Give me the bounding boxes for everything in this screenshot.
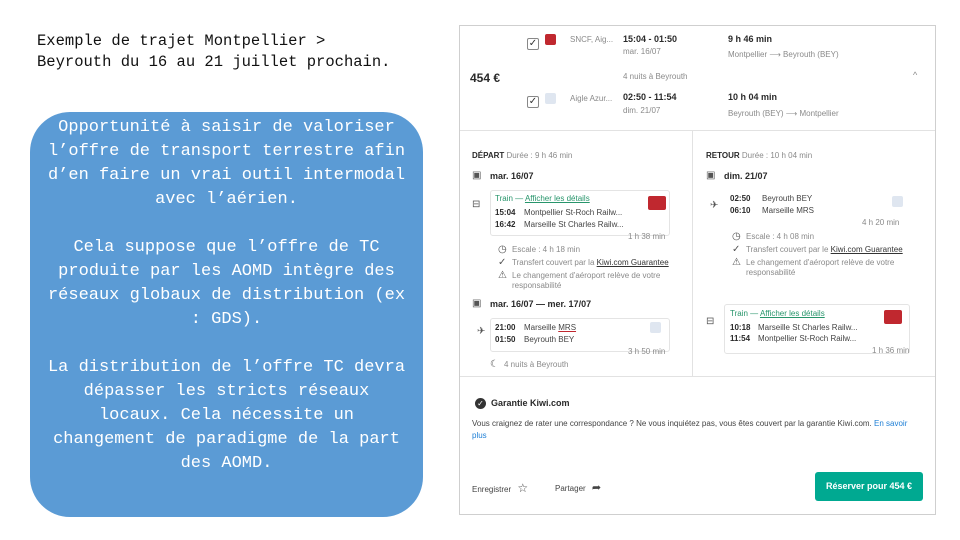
collapse-chevron-icon[interactable]: ^	[913, 70, 918, 80]
outbound-times: 15:04 - 01:50	[623, 34, 678, 44]
column-divider	[692, 130, 693, 376]
depart-date: mar. 16/07	[490, 171, 534, 181]
paragraph-offer: Cela suppose que l’offre de TC produite par les AOMD intègre des réseaux globaux de distribution (ex : GDS).	[47, 238, 406, 329]
calendar-icon: ▣	[472, 170, 482, 181]
depart-train-time2: 16:42	[495, 220, 516, 229]
outbound-carrier: SNCF, Aig...	[570, 35, 614, 44]
sncf-logo-icon	[884, 310, 902, 324]
warning-icon: ⚠	[732, 257, 741, 268]
kiwi-guarantee-icon: ✓	[475, 398, 486, 409]
outbound-route: Montpellier ⟶ Beyrouth (BEY)	[728, 50, 839, 59]
retour-change-note: Le changement d'aéroport relève de votre responsabilité	[746, 258, 895, 277]
return-duration: 10 h 04 min	[728, 92, 778, 102]
return-date: dim. 21/07	[623, 106, 661, 115]
depart-train-time1: 15:04	[495, 208, 516, 217]
retour-flight-place1: Beyrouth BEY	[762, 194, 813, 203]
depart-train-place2: Marseille St Charles Railw...	[524, 220, 624, 229]
paragraph-opportunity: Opportunité à saisir de valoriser l’offre de transport terrestre afin d’en faire un vrai outil intermodal avec l’aérien.	[47, 118, 406, 209]
retour-flight-place2: Marseille MRS	[762, 206, 815, 215]
retour-train-place1: Marseille St Charles Railw...	[758, 323, 858, 332]
depart-flight-place1: Marseille MRS	[524, 323, 577, 332]
guarantee-divider	[460, 376, 936, 377]
plane-icon: ✈	[477, 326, 486, 337]
learn-more-link[interactable]: En savoir plus	[472, 419, 908, 440]
depart-nights: 4 nuits à Beyrouth	[504, 360, 569, 369]
retour-details-link[interactable]: Afficher les détails	[759, 309, 825, 318]
outbound-date: mar. 16/07	[623, 47, 661, 56]
depart-change-note: Le changement d'aéroport relève de votre responsabilité	[512, 271, 661, 290]
retour-flight-duration: 4 h 20 min	[862, 218, 900, 227]
share-button[interactable]: Partager ➦	[555, 482, 602, 494]
retour-train-time1: 10:18	[730, 323, 751, 332]
guarantee-text: Vous craignez de rater une correspondance ? Ne vous inquiétez pas, vous êtes couvert par la garantie Kiwi.com. En savoir plus	[472, 419, 908, 440]
moon-icon: ☾	[490, 359, 499, 370]
depart-train-place1: Montpellier St-Roch Railw...	[524, 208, 623, 217]
depart-flight-place2: Beyrouth BEY	[524, 335, 575, 344]
check-icon: ✓	[498, 257, 507, 268]
train-icon: ⊟	[472, 199, 481, 210]
depart-details-link[interactable]: Afficher les détails	[524, 194, 590, 203]
check-icon: ✓	[732, 244, 741, 255]
retour-train-place2: Montpellier St-Roch Railw...	[758, 334, 857, 343]
retour-flight-time1: 02:50	[730, 194, 751, 203]
checkbox-outbound[interactable]: ✓	[528, 38, 538, 49]
retour-train-label: Train — Afficher les détails	[730, 309, 825, 318]
clock-icon: ◷	[732, 231, 741, 242]
slide-intro-text: Exemple de trajet Montpellier > Beyrouth du 16 au 21 juillet prochain.	[37, 32, 391, 71]
depart-flight-time2: 01:50	[495, 335, 516, 344]
depart-header: DÉPART Durée : 9 h 46 min	[472, 151, 573, 160]
star-icon: ☆	[517, 481, 529, 495]
airport-code-mrs[interactable]: MRS	[558, 323, 577, 332]
stay-duration: 4 nuits à Beyrouth	[623, 72, 688, 81]
checkbox-return[interactable]: ✓	[528, 96, 538, 107]
outbound-duration: 9 h 46 min	[728, 34, 773, 44]
save-button[interactable]: Enregistrer ☆	[472, 481, 529, 495]
retour-header: RETOUR Durée : 10 h 04 min	[706, 151, 813, 160]
depart-guarantee-link[interactable]: Kiwi.com Guarantee	[596, 258, 669, 267]
depart-date-range: mar. 16/07 — mer. 17/07	[490, 299, 592, 309]
reserve-button[interactable]: Réserver pour 454 €	[815, 472, 923, 501]
aigle-azur-logo-icon	[545, 93, 556, 104]
paragraph-distribution: La distribution de l’offre TC devra dépasser les stricts réseaux locaux. Cela nécessite un changement de paradigme de la part des AOMD.	[47, 358, 406, 473]
aigle-azur-logo-icon	[650, 322, 661, 333]
depart-train-duration: 1 h 38 min	[628, 232, 666, 241]
share-arrow-icon: ➦	[591, 482, 602, 494]
retour-guarantee-link[interactable]: Kiwi.com Guarantee	[830, 245, 903, 254]
sncf-logo-icon	[545, 34, 556, 45]
sncf-logo-icon	[648, 196, 666, 210]
guarantee-title: Garantie Kiwi.com	[491, 398, 570, 408]
summary-divider	[460, 130, 936, 131]
calendar-icon: ▣	[706, 170, 716, 181]
train-icon: ⊟	[706, 316, 715, 327]
aigle-azur-logo-icon	[892, 196, 903, 207]
return-route: Beyrouth (BEY) ⟶ Montpellier	[728, 109, 839, 118]
retour-date: dim. 21/07	[724, 171, 768, 181]
retour-stopover: Escale : 4 h 08 min	[746, 232, 815, 241]
total-price: 454 €	[470, 71, 501, 85]
return-times: 02:50 - 11:54	[623, 92, 677, 102]
depart-stopover: Escale : 4 h 18 min	[512, 245, 581, 254]
retour-flight-time2: 06:10	[730, 206, 751, 215]
retour-transfer: Transfert couvert par le Kiwi.com Guarantee	[746, 245, 903, 254]
highlight-box	[30, 112, 423, 517]
calendar-icon: ▣	[472, 298, 482, 309]
retour-train-duration: 1 h 36 min	[872, 346, 910, 355]
retour-train-time2: 11:54	[730, 334, 751, 343]
depart-flight-time1: 21:00	[495, 323, 516, 332]
depart-train-label: Train — Afficher les détails	[495, 194, 590, 203]
return-carrier: Aigle Azur...	[570, 94, 613, 103]
warning-icon: ⚠	[498, 270, 507, 281]
depart-transfer: Transfert couvert par la Kiwi.com Guarantee	[512, 258, 669, 267]
depart-flight-duration: 3 h 50 min	[628, 347, 666, 356]
plane-icon: ✈	[710, 200, 719, 211]
booking-screenshot	[459, 25, 936, 515]
clock-icon: ◷	[498, 244, 507, 255]
